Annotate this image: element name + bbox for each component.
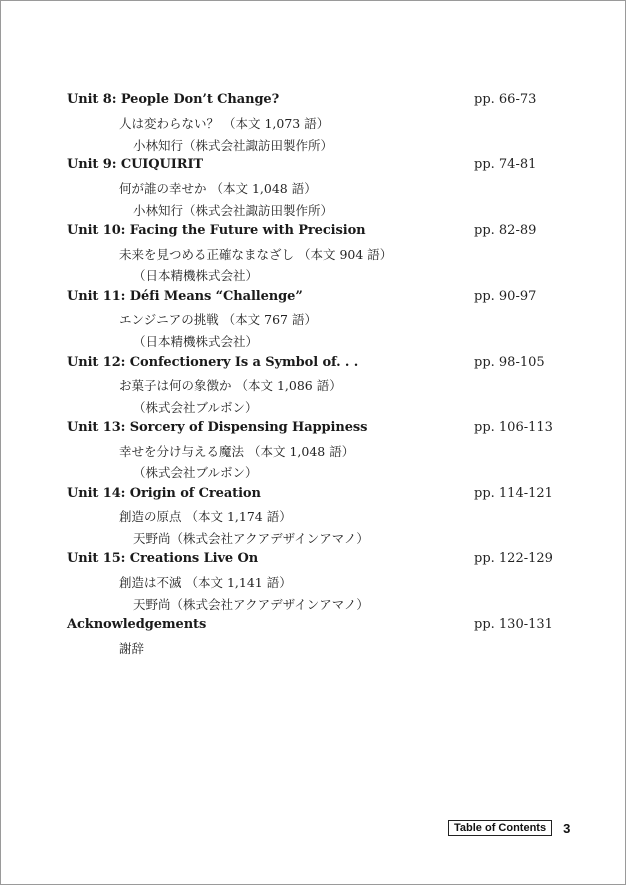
toc-entry-company-row: [1, 595, 625, 616]
toc-entry-company: 小林知行（株式会社諏訪田製作所）: [133, 203, 334, 218]
toc-entry-company: （日本精機株式会社）: [133, 334, 259, 349]
toc-entry-japanese-title: 何が誰の幸せか （本文 1,048 語）: [119, 181, 317, 196]
toc-entry-company-row: [1, 463, 625, 484]
toc-entry-pages: pp. 66-73: [474, 92, 537, 107]
toc-entry-title: Unit 10: Facing the Future with Precision: [67, 223, 366, 238]
toc-entry-company: 小林知行（株式会社諏訪田製作所）: [133, 138, 334, 153]
toc-entry-title-row: [1, 486, 625, 507]
toc-entry-japanese-title: お菓子は何の象徴か （本文 1,086 語）: [119, 378, 342, 393]
toc-entry-japanese-title: 創造の原点 （本文 1,174 語）: [119, 509, 292, 524]
toc-entry-company-row: [1, 398, 625, 419]
toc-entry-title-row: [1, 223, 625, 244]
toc-entry-japanese-title: 人は変わらない？ （本文 1,073 語）: [119, 116, 330, 131]
toc-entry-company: 天野尚（株式会社アクアデザインアマノ）: [133, 531, 369, 546]
toc-entry-title-row: [1, 289, 625, 310]
toc-entry-title-row: [1, 157, 625, 178]
toc-entry-title-row: [1, 551, 625, 572]
toc-entry-pages: pp. 122-129: [474, 551, 553, 566]
page-footer: [448, 819, 570, 837]
toc-entry-title: Unit 15: Creations Live On: [67, 551, 259, 566]
toc-entry-pages: pp. 74-81: [474, 157, 537, 172]
toc-entry-pages: pp. 106-113: [474, 420, 553, 435]
page-number: 3: [563, 820, 571, 836]
toc-entry-company: （株式会社ブルボン）: [133, 400, 258, 415]
toc-entry-company-row: [1, 136, 625, 157]
toc-entry-title-row: [1, 355, 625, 376]
toc-entry-jp-row: [1, 442, 625, 463]
toc-entry-title: Unit 14: Origin of Creation: [67, 486, 261, 501]
toc-entry-jp-row: [1, 114, 625, 135]
toc-entry-title: Unit 12: Confectionery Is a Symbol of. . .: [67, 355, 359, 370]
toc-entry-jp-row: [1, 179, 625, 200]
toc-entry-company-row: [1, 201, 625, 222]
toc-entry-title-row: [1, 92, 625, 113]
toc-entry-title: Unit 8: People Don’t Change?: [67, 92, 280, 107]
toc-entry-japanese-title: 創造は不滅 （本文 1,141 語）: [119, 575, 292, 590]
toc-entry-japanese-title: 幸せを分け与える魔法 （本文 1,048 語）: [119, 444, 355, 459]
toc-entry-jp-row: [1, 639, 625, 660]
toc-entry-title: Unit 9: CUIQUIRIT: [67, 157, 203, 172]
toc-entry-japanese-title: 謝辞: [119, 641, 145, 656]
toc-entry-jp-row: [1, 573, 625, 594]
toc-entry-company: （日本精機株式会社）: [133, 268, 259, 283]
toc-entry-pages: pp. 98-105: [474, 355, 545, 370]
section-label: Table of Contents: [448, 820, 552, 836]
toc-entry-title: Unit 13: Sorcery of Dispensing Happiness: [67, 420, 368, 435]
toc-entry-japanese-title: エンジニアの挑戦 （本文 767 語）: [119, 312, 317, 327]
toc-entry-company-row: [1, 332, 625, 353]
toc-entry-japanese-title: 未来を見つめる正確なまなざし （本文 904 語）: [119, 247, 393, 262]
toc-entry-company: （株式会社ブルボン）: [133, 465, 258, 480]
table-of-contents: [1, 1, 625, 884]
toc-entry-company: 天野尚（株式会社アクアデザインアマノ）: [133, 597, 369, 612]
toc-entry-title: Unit 11: Défi Means “Challenge”: [67, 289, 303, 304]
toc-entry-title: Acknowledgements: [67, 617, 207, 632]
toc-entry-jp-row: [1, 376, 625, 397]
toc-entry-jp-row: [1, 245, 625, 266]
toc-entry-jp-row: [1, 507, 625, 528]
toc-entry-pages: pp. 82-89: [474, 223, 537, 238]
toc-entry-title-row: [1, 420, 625, 441]
toc-entry-company-row: [1, 266, 625, 287]
toc-entry-pages: pp. 90-97: [474, 289, 537, 304]
toc-entry-company-row: [1, 529, 625, 550]
toc-entry-pages: pp. 130-131: [474, 617, 553, 632]
toc-entry-jp-row: [1, 310, 625, 331]
toc-entry-title-row: [1, 617, 625, 638]
toc-entry-pages: pp. 114-121: [474, 486, 553, 501]
